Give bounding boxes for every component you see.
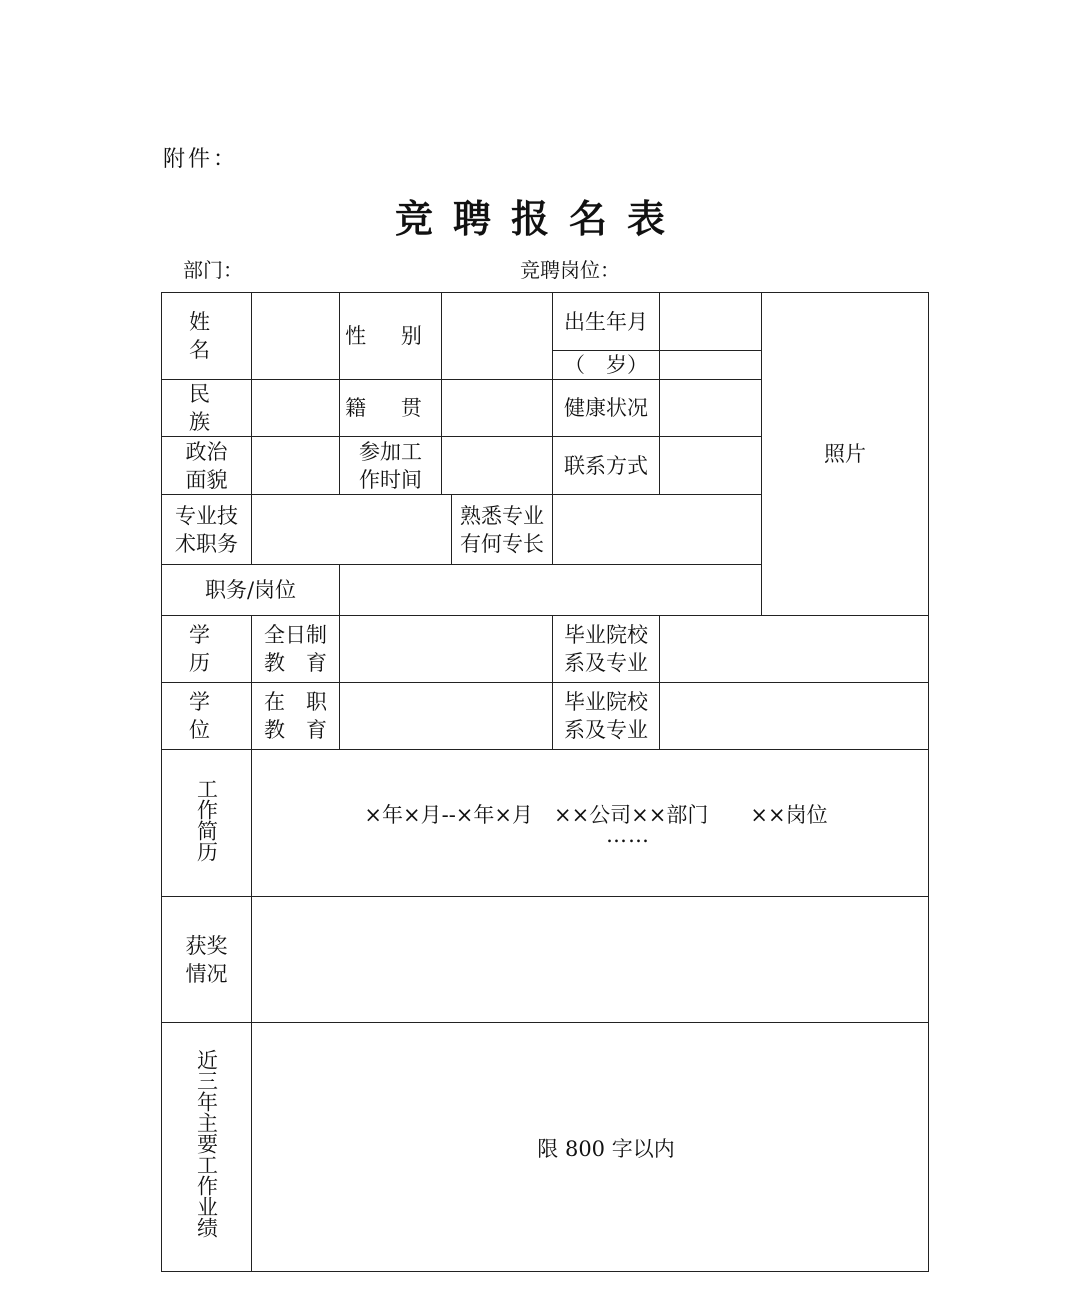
birth-field[interactable] [660, 293, 762, 351]
resume-ellipsis: …… [606, 823, 650, 847]
fulltime-education-field[interactable] [340, 616, 553, 683]
fulltime-education-label: 全日制 教 育 [252, 616, 340, 683]
education-label: 学 历 [162, 616, 252, 683]
work-resume-label: 工作简历 [162, 750, 252, 897]
contact-field[interactable] [660, 437, 762, 495]
health-label: 健康状况 [553, 380, 660, 437]
work-resume-field[interactable] [252, 750, 929, 897]
health-field[interactable] [660, 380, 762, 437]
achievements-field[interactable] [252, 1023, 929, 1272]
degree-label: 学 位 [162, 683, 252, 750]
native-place-label: 籍 贯 [340, 380, 442, 437]
resume-example-line: ×年×月--×年×月 ××公司××部门 ××岗位 [364, 803, 828, 827]
awards-field[interactable] [252, 897, 929, 1023]
work-start-field[interactable] [442, 437, 553, 495]
inservice-school-field[interactable] [660, 683, 929, 750]
registration-form-table [161, 292, 929, 1272]
contact-label: 联系方式 [553, 437, 660, 495]
expertise-field[interactable] [553, 495, 762, 565]
achievements-label: 近三年主要工作业绩 [162, 1023, 252, 1272]
attachment-label: 附件： [163, 147, 239, 172]
department-label: 部门： [183, 258, 243, 282]
gender-field[interactable] [442, 293, 553, 380]
age-field[interactable] [660, 351, 762, 380]
fulltime-school-field[interactable] [660, 616, 929, 683]
form-title: 竞聘报名表 [394, 196, 685, 241]
professional-title-label: 专业技 术职务 [162, 495, 252, 565]
age-label: （ 岁） [553, 351, 660, 380]
political-status-label: 政治 面貌 [162, 437, 252, 495]
inservice-education-label: 在 职 教 育 [252, 683, 340, 750]
fulltime-school-label: 毕业院校 系及专业 [553, 616, 660, 683]
ethnicity-field[interactable] [252, 380, 340, 437]
awards-label: 获奖 情况 [162, 897, 252, 1023]
position-label: 竞聘岗位： [520, 258, 620, 282]
work-start-label: 参加工 作时间 [340, 437, 442, 495]
ethnicity-label: 民 族 [162, 380, 252, 437]
expertise-label: 熟悉专业 有何专长 [452, 495, 553, 565]
gender-label: 性 别 [340, 293, 442, 380]
inservice-school-label: 毕业院校 系及专业 [553, 683, 660, 750]
birth-label: 出生年月 [553, 293, 660, 351]
achievements-hint: 限 800 字以内 [537, 1137, 675, 1161]
duty-field[interactable] [340, 565, 929, 616]
professional-title-field[interactable] [252, 495, 452, 565]
photo-label: 照片 [824, 442, 866, 466]
duty-label: 职务/岗位 [162, 565, 340, 616]
political-status-field[interactable] [252, 437, 340, 495]
native-place-field[interactable] [442, 380, 553, 437]
name-label: 姓 名 [162, 293, 252, 380]
inservice-education-field[interactable] [340, 683, 553, 750]
name-field[interactable] [252, 293, 340, 380]
